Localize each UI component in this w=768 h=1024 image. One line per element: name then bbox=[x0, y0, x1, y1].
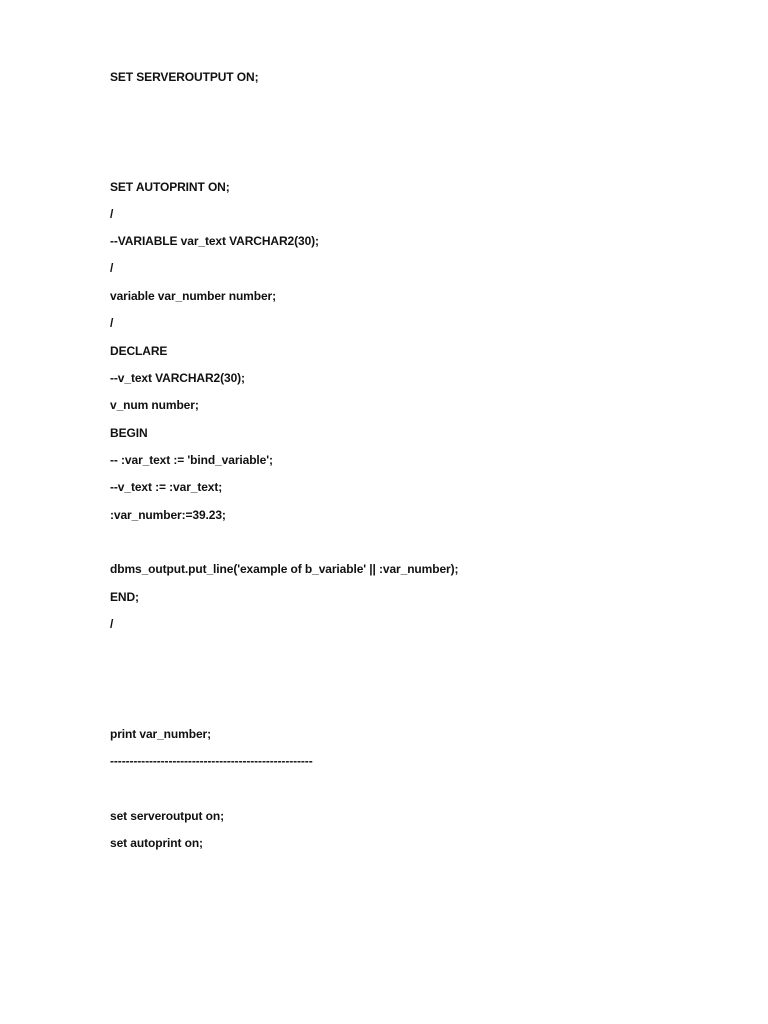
code-line: SET AUTOPRINT ON; bbox=[110, 180, 230, 194]
code-line: END; bbox=[110, 590, 139, 604]
code-line: :var_number:=39.23; bbox=[110, 508, 226, 522]
code-line: --v_text VARCHAR2(30); bbox=[110, 371, 245, 385]
code-line: variable var_number number; bbox=[110, 289, 277, 303]
separator-line: ---------------------------------------------------- bbox=[110, 754, 313, 768]
code-line: SET SERVEROUTPUT ON; bbox=[110, 70, 259, 84]
code-line: print var_number; bbox=[110, 727, 211, 741]
code-line: / bbox=[110, 261, 114, 275]
code-line: v_num number; bbox=[110, 398, 199, 412]
code-line: / bbox=[110, 207, 114, 221]
code-line: BEGIN bbox=[110, 426, 148, 440]
code-line: / bbox=[110, 316, 114, 330]
code-line: set serveroutput on; bbox=[110, 809, 225, 823]
code-line: dbms_output.put_line('example of b_variable' || :var_number); bbox=[110, 562, 459, 576]
code-line: --VARIABLE var_text VARCHAR2(30); bbox=[110, 234, 319, 248]
code-line: DECLARE bbox=[110, 344, 168, 358]
code-line: / bbox=[110, 617, 114, 631]
code-line: --v_text := :var_text; bbox=[110, 480, 223, 494]
code-line: set autoprint on; bbox=[110, 836, 203, 850]
code-line: -- :var_text := 'bind_variable'; bbox=[110, 453, 273, 467]
